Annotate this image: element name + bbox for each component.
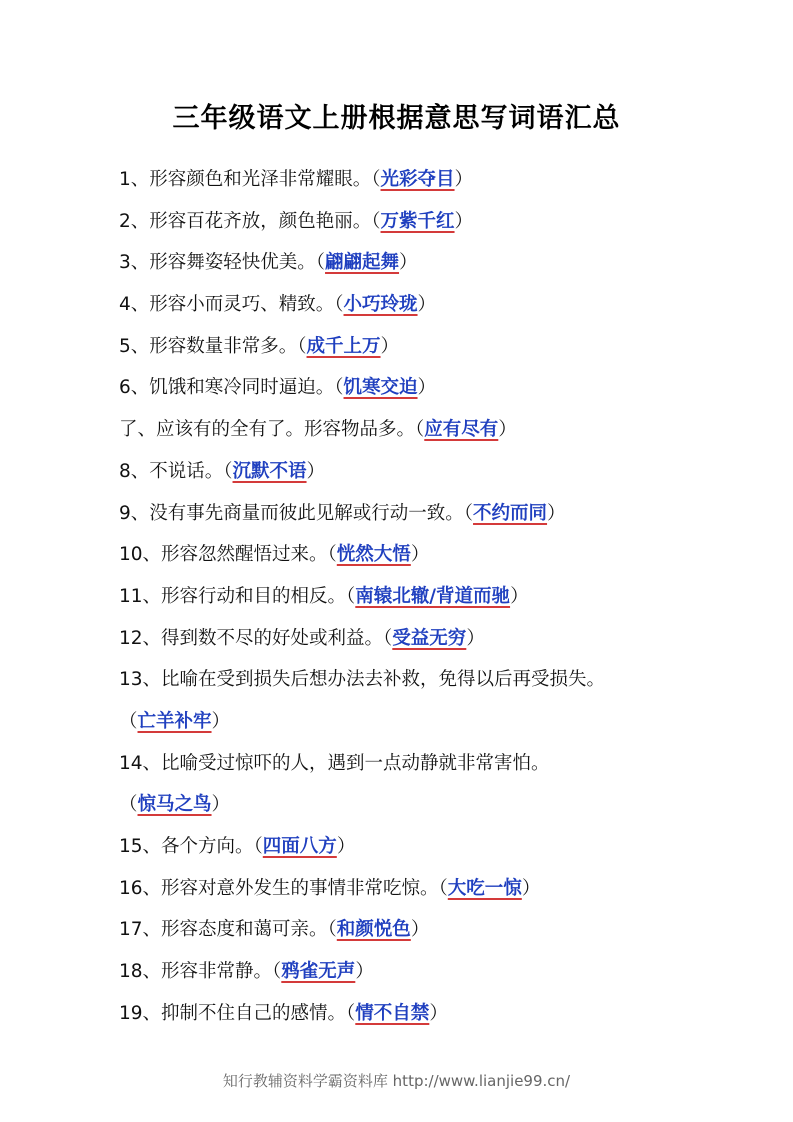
list-item (119, 746, 679, 788)
answer-text: 万紫千红 (380, 210, 455, 232)
answer-text: 小巧玲珑 (343, 294, 418, 316)
question-text: 9、没有事先商量而彼此见解或行动一致。（ (119, 502, 474, 524)
answer-text: 情不自禁 (355, 1002, 430, 1024)
list-item-continuation (119, 787, 679, 829)
question-text: 5、形容数量非常多。（ (119, 335, 307, 357)
answer-text: 和颜悦色 (336, 919, 411, 941)
answer-text: 不约而同 (473, 502, 548, 524)
open-paren: （ (119, 710, 138, 732)
close-paren: ） (410, 544, 430, 566)
list-item (119, 537, 679, 579)
close-paren: ） (211, 710, 231, 732)
answer-text: 沉默不语 (232, 460, 307, 482)
list-item (119, 996, 679, 1038)
question-text: 4、形容小而灵巧、精致。（ (119, 294, 344, 316)
close-paren: ） (498, 419, 517, 441)
page-title: 三年级语文上册根据意思写词语汇总 (172, 103, 621, 134)
close-paren: ） (211, 794, 231, 816)
answer-text: 饥寒交迫 (343, 377, 418, 399)
question-text: 1、形容颜色和光泽非常耀眼。（ (119, 169, 381, 190)
open-paren: （ (119, 794, 138, 816)
close-paren: ） (521, 877, 541, 899)
answer-text: 南辕北辙/背道而驰 (355, 585, 511, 607)
close-paren: ） (417, 294, 437, 316)
question-text: 19、抑制不住自己的感情。（ (119, 1002, 356, 1024)
close-paren: ） (399, 252, 418, 274)
close-paren: ） (355, 961, 374, 983)
answer-text: 四面八方 (262, 836, 337, 857)
list-item (119, 204, 679, 246)
list-item (119, 162, 679, 204)
close-paren: ） (410, 919, 430, 941)
list-item (119, 454, 679, 496)
list-item (119, 662, 679, 704)
list-item (119, 621, 679, 663)
question-text: 12、得到数不尽的好处或利益。（ (119, 627, 393, 649)
list-item (119, 329, 679, 371)
list-item (119, 829, 679, 871)
list-item (119, 954, 679, 996)
question-text: 14、比喻受过惊吓的人，遇到一点动静就非常害怕。 (119, 752, 550, 774)
close-paren: ） (454, 169, 474, 190)
list-item-continuation (119, 704, 679, 746)
answer-text: 应有尽有 (424, 419, 499, 441)
answer-text: 大吃一惊 (447, 877, 522, 899)
question-text: 3、形容舞姿轻快优美。（ (119, 252, 326, 274)
answer-text: 亡羊补牢 (137, 710, 212, 732)
close-paren: ） (429, 1002, 448, 1024)
list-item (119, 412, 679, 454)
question-text: 10、形容忽然醒悟过来。（ (119, 544, 337, 566)
answer-text: 鸦雀无声 (281, 961, 356, 983)
question-text: 6、饥饿和寒冷同时逼迫。（ (119, 377, 344, 399)
question-text: 11、形容行动和目的相反。（ (119, 585, 356, 607)
answer-text: 光彩夺目 (380, 169, 455, 190)
close-paren: ） (466, 627, 485, 649)
answer-text: 受益无穷 (392, 627, 467, 649)
close-paren: ） (547, 502, 566, 524)
question-text: 13、比喻在受到损失后想办法去补救，免得以后再受损失。 (119, 669, 606, 691)
list-item (119, 496, 679, 538)
question-text: 2、形容百花齐放，颜色艳丽。（ (119, 210, 381, 232)
close-paren: ） (417, 377, 437, 399)
list-item (119, 245, 679, 287)
question-text: 15、各个方向。（ (119, 836, 263, 857)
answer-text: 成千上万 (306, 335, 381, 357)
answer-text: 翩翩起舞 (325, 252, 400, 274)
list-item (119, 579, 679, 621)
question-text: 18、形容非常静。（ (119, 961, 282, 983)
close-paren: ） (454, 210, 474, 232)
question-text: 了、应该有的全有了。形容物品多。（ (119, 419, 425, 441)
close-paren: ） (336, 836, 356, 857)
answer-text: 恍然大悟 (336, 544, 411, 566)
footer-source: 知行教辅资料学霸资料库 http://www.lianjie99.cn/ (222, 1072, 571, 1090)
list-item (119, 287, 679, 329)
list-item (119, 912, 679, 954)
question-text: 16、形容对意外发生的事情非常吃惊。（ (119, 877, 448, 899)
list-item (119, 370, 679, 412)
question-text: 8、不说话。（ (119, 460, 233, 482)
close-paren: ） (306, 460, 326, 482)
question-text: 17、形容态度和蔼可亲。（ (119, 919, 337, 941)
answer-text: 惊马之鸟 (137, 794, 212, 816)
close-paren: ） (510, 585, 529, 607)
close-paren: ） (380, 335, 400, 357)
item-list (119, 162, 679, 1037)
list-item (119, 871, 679, 913)
